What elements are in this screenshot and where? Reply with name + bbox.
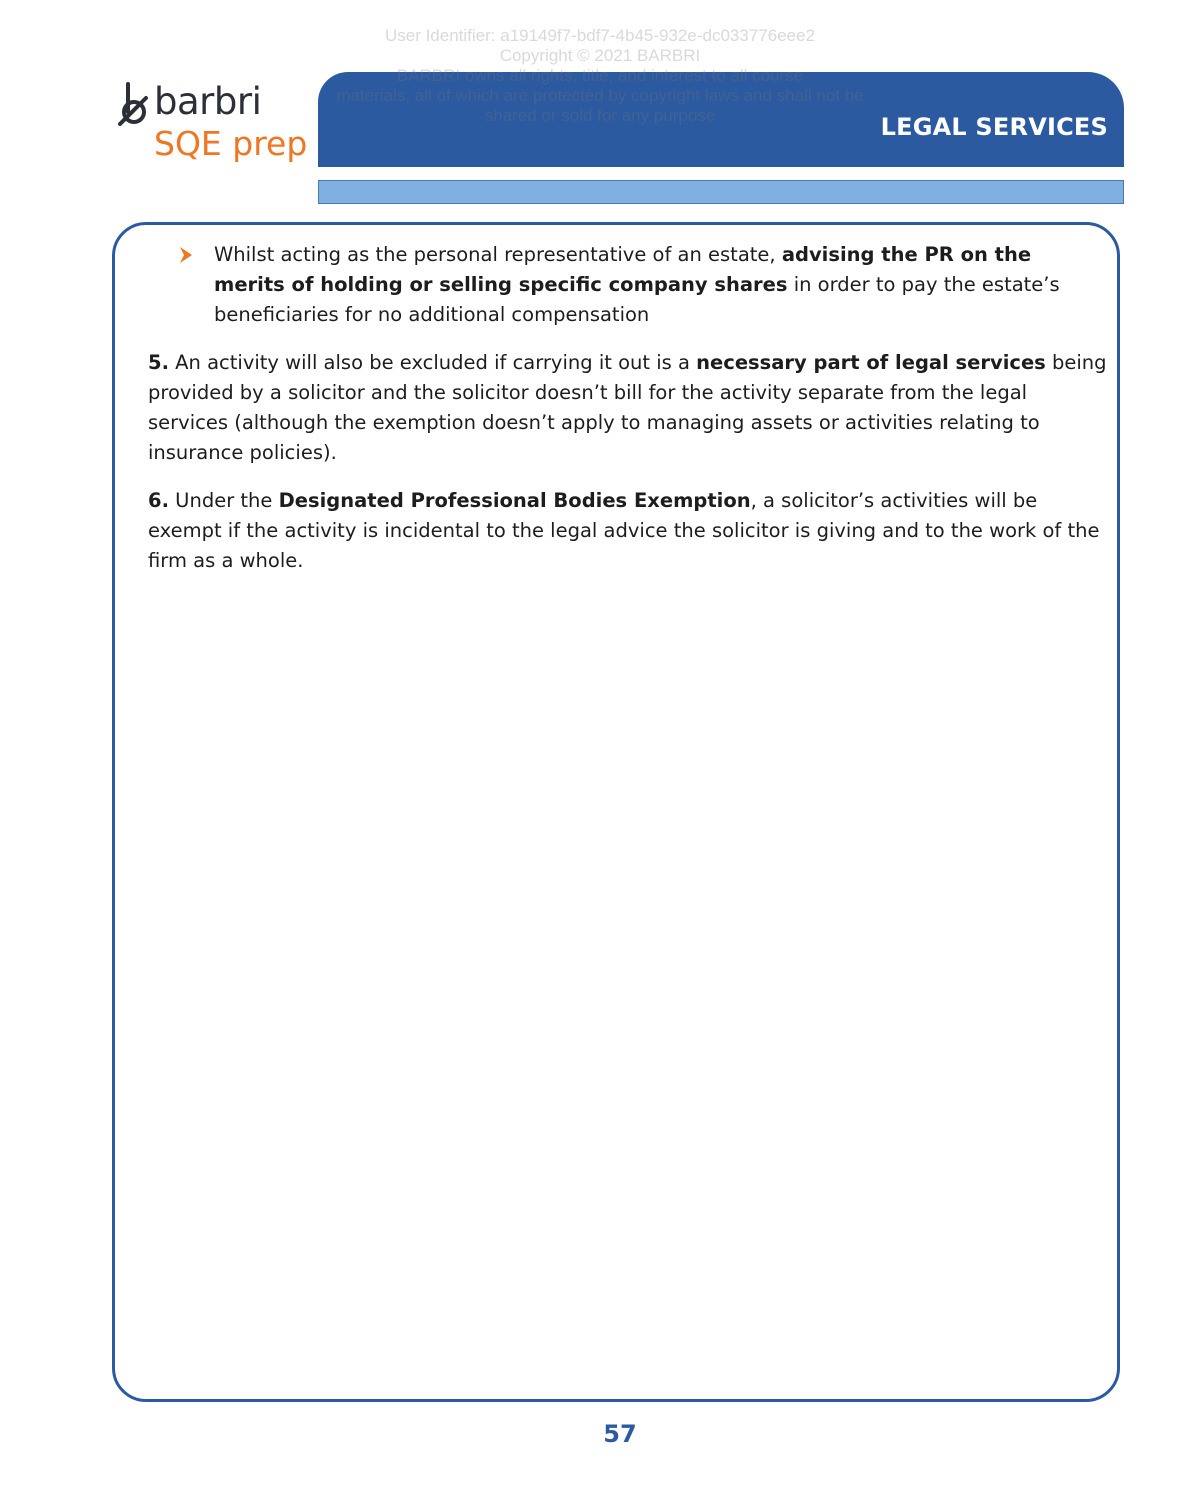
section-sub-bar: [318, 180, 1124, 204]
bullet-item: [148, 240, 1108, 330]
section-title: LEGAL SERVICES: [880, 113, 1108, 141]
paragraph-number: 6.: [148, 489, 169, 512]
bullet-text: Whilst acting as the personal representative of an estate,: [214, 243, 782, 266]
logo-wordmark: barbri: [154, 80, 262, 123]
paragraph-bold-text: necessary part of legal services: [696, 351, 1046, 374]
content-body: [148, 240, 1108, 594]
section-title-banner: [318, 72, 1124, 167]
paragraph-text: An activity will also be excluded if carrying it out is a: [168, 351, 697, 374]
paragraph-text: being provided by a solicitor and the solicitor doesn’t bill for the activity separate from the legal services (although the exemption doesn’t apply to managing assets or activities relating to insurance policies).: [148, 351, 1107, 464]
watermark-line: User Identifier: a19149f7-bdf7-4b45-932e-dc033776eee2: [384, 26, 816, 45]
watermark-line: materials, all of which are protected by copyright laws and shall not be: [336, 86, 864, 105]
paragraph-text: , a solicitor’s activities will be exempt if the activity is incidental to the legal advice the solicitor is giving and to the work of the firm as a whole.: [148, 489, 1100, 572]
paragraph-text: Under the: [168, 489, 279, 512]
watermark-line: Copyright © 2021 BARBRI: [499, 46, 701, 65]
bullet-text: in order to pay the estate’s beneficiaries for no additional compensation: [214, 273, 1060, 326]
watermark-line: shared or sold for any purpose: [484, 106, 716, 125]
paragraph-number: 5.: [148, 351, 169, 374]
paragraph-5: [148, 348, 1108, 468]
bullet-bold-text: advising the PR on the merits of holding or selling specific company shares: [214, 243, 1032, 296]
watermark-line: BARBRI owns all rights, title, and interest to all course: [396, 66, 804, 85]
paragraph-6: [148, 486, 1108, 576]
paragraph-bold-text: Designated Professional Bodies Exemption: [278, 489, 751, 512]
chevron-right-icon: [178, 246, 194, 264]
logo-subtitle: SQE prep: [154, 124, 308, 163]
barbri-logo: [116, 78, 316, 168]
page-number: 57: [603, 1420, 637, 1448]
barbri-logo-mark-icon: [116, 82, 150, 128]
